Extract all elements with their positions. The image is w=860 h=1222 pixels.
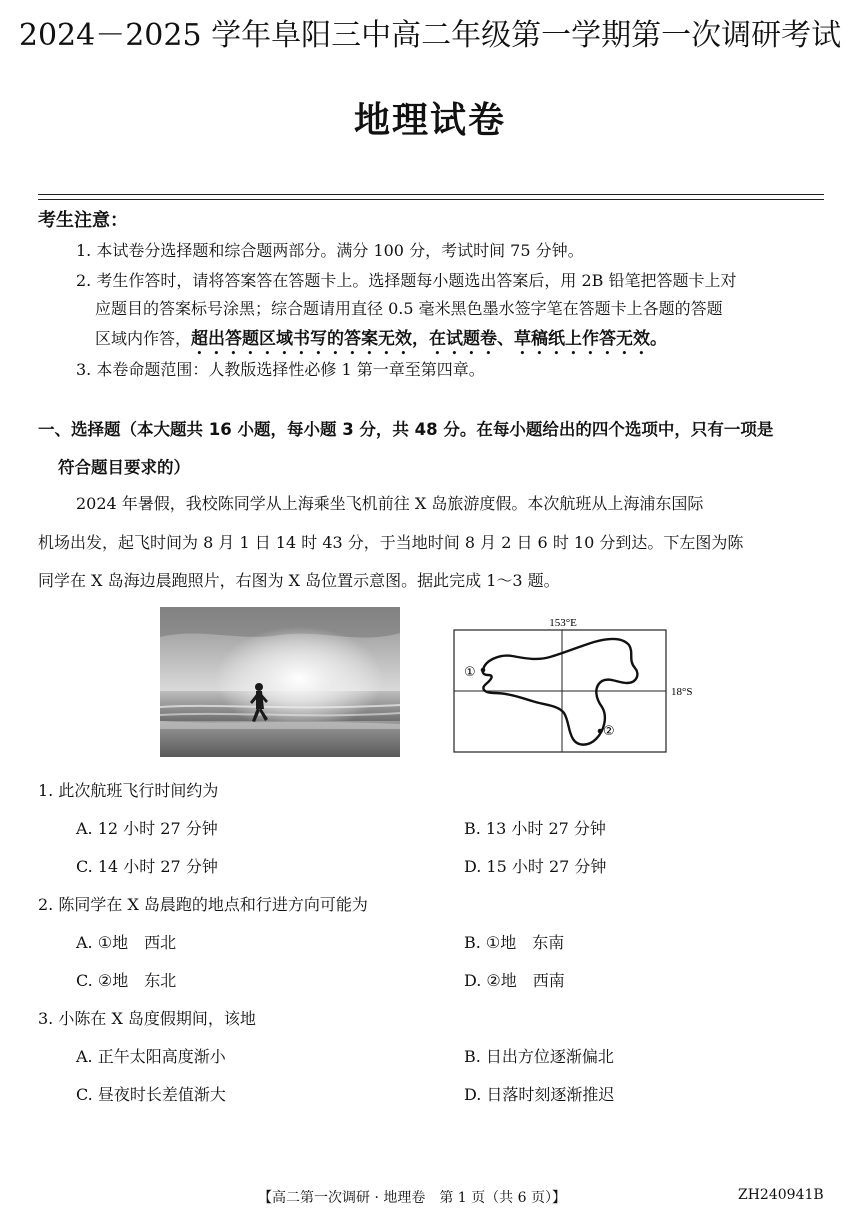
passage-line-2: 机场出发，起飞时间为 8 月 1 日 14 时 43 分，于当地时间 8 月 2 日 6 时 10 分到达。下左图为陈: [38, 533, 744, 552]
question-2-stem: 2. 陈同学在 X 岛晨跑的地点和行进方向可能为: [38, 895, 368, 914]
question-1-stem: 1. 此次航班飞行时间约为: [38, 781, 219, 800]
exam-title: 2024－2025 学年阜阳三中高二年级第一学期第一次调研考试: [18, 18, 842, 53]
notice-item-2-line-2: 应题目的答案标号涂黑；综合题请用直径 0.5 毫米黑色墨水签字笔在答题卡上各题的答题: [95, 299, 723, 318]
question-1-option-b: B. 13 小时 27 分钟: [464, 819, 606, 838]
notice-item-2-line-3: [95, 324, 667, 359]
notice-item-3: 3. 本卷命题范围：人教版选择性必修 1 第一章至第四章。: [76, 360, 485, 379]
question-3-option-d: D. 日落时刻逐渐推迟: [464, 1085, 615, 1104]
longitude-label: 153°E: [549, 617, 577, 629]
latitude-label: 18°S: [671, 686, 693, 698]
island-location-map: [452, 613, 702, 756]
notice-emphasis-text: 超出答题区域书写的答案无效，在试题卷、草稿纸上作答无效。: [191, 329, 668, 349]
notice-heading: 考生注意：: [38, 210, 128, 231]
notice-item-2-line-1: 2. 考生作答时，请将答案答在答题卡上。选择题每小题选出答案后，用 2B 铅笔把答题卡上对: [76, 271, 737, 290]
section-heading-line-1: 一、选择题（本大题共 16 小题，每小题 3 分，共 48 分。在每小题给出的四个选项中，只有一项是: [38, 420, 774, 439]
notice-item-1: 1. 本试卷分选择题和综合题两部分。满分 100 分，考试时间 75 分钟。: [76, 241, 584, 260]
question-2-option-b: B. ①地 东南: [464, 933, 565, 952]
question-1-option-a: A. 12 小时 27 分钟: [76, 819, 218, 838]
point-1-marker: [481, 668, 486, 673]
question-2-option-a: A. ①地 西北: [76, 933, 177, 952]
point-2-label: ②: [603, 724, 615, 739]
notice-plain-text: 区域内作答，: [95, 329, 192, 348]
question-2-option-d: D. ②地 西南: [464, 971, 565, 990]
passage-line-3: 同学在 X 岛海边晨跑照片，右图为 X 岛位置示意图。据此完成 1～3 题。: [38, 571, 560, 590]
passage-line-1: 2024 年暑假，我校陈同学从上海乘坐飞机前往 X 岛旅游度假。本次航班从上海浦东国际: [76, 494, 704, 513]
divider-bottom: [38, 199, 824, 200]
point-2-marker: [598, 729, 603, 734]
question-1-option-c: C. 14 小时 27 分钟: [76, 857, 218, 876]
divider-top: [38, 194, 824, 195]
document-code: ZH240941B: [738, 1187, 824, 1203]
subject-title: 地理试卷: [353, 100, 506, 141]
page-footer: 【高二第一次调研 · 地理卷 第 1 页（共 6 页）】: [258, 1190, 566, 1206]
question-2-option-c: C. ②地 东北: [76, 971, 177, 990]
question-1-option-d: D. 15 小时 27 分钟: [464, 857, 607, 876]
question-3-option-a: A. 正午太阳高度渐小: [76, 1047, 226, 1066]
point-1-label: ①: [464, 665, 476, 680]
beach-photo: [160, 607, 400, 757]
question-3-option-c: C. 昼夜时长差值渐大: [76, 1085, 226, 1104]
question-3-option-b: B. 日出方位逐渐偏北: [464, 1047, 614, 1066]
question-3-stem: 3. 小陈在 X 岛度假期间，该地: [38, 1009, 256, 1028]
section-heading-line-2: 符合题目要求的）: [58, 458, 190, 477]
